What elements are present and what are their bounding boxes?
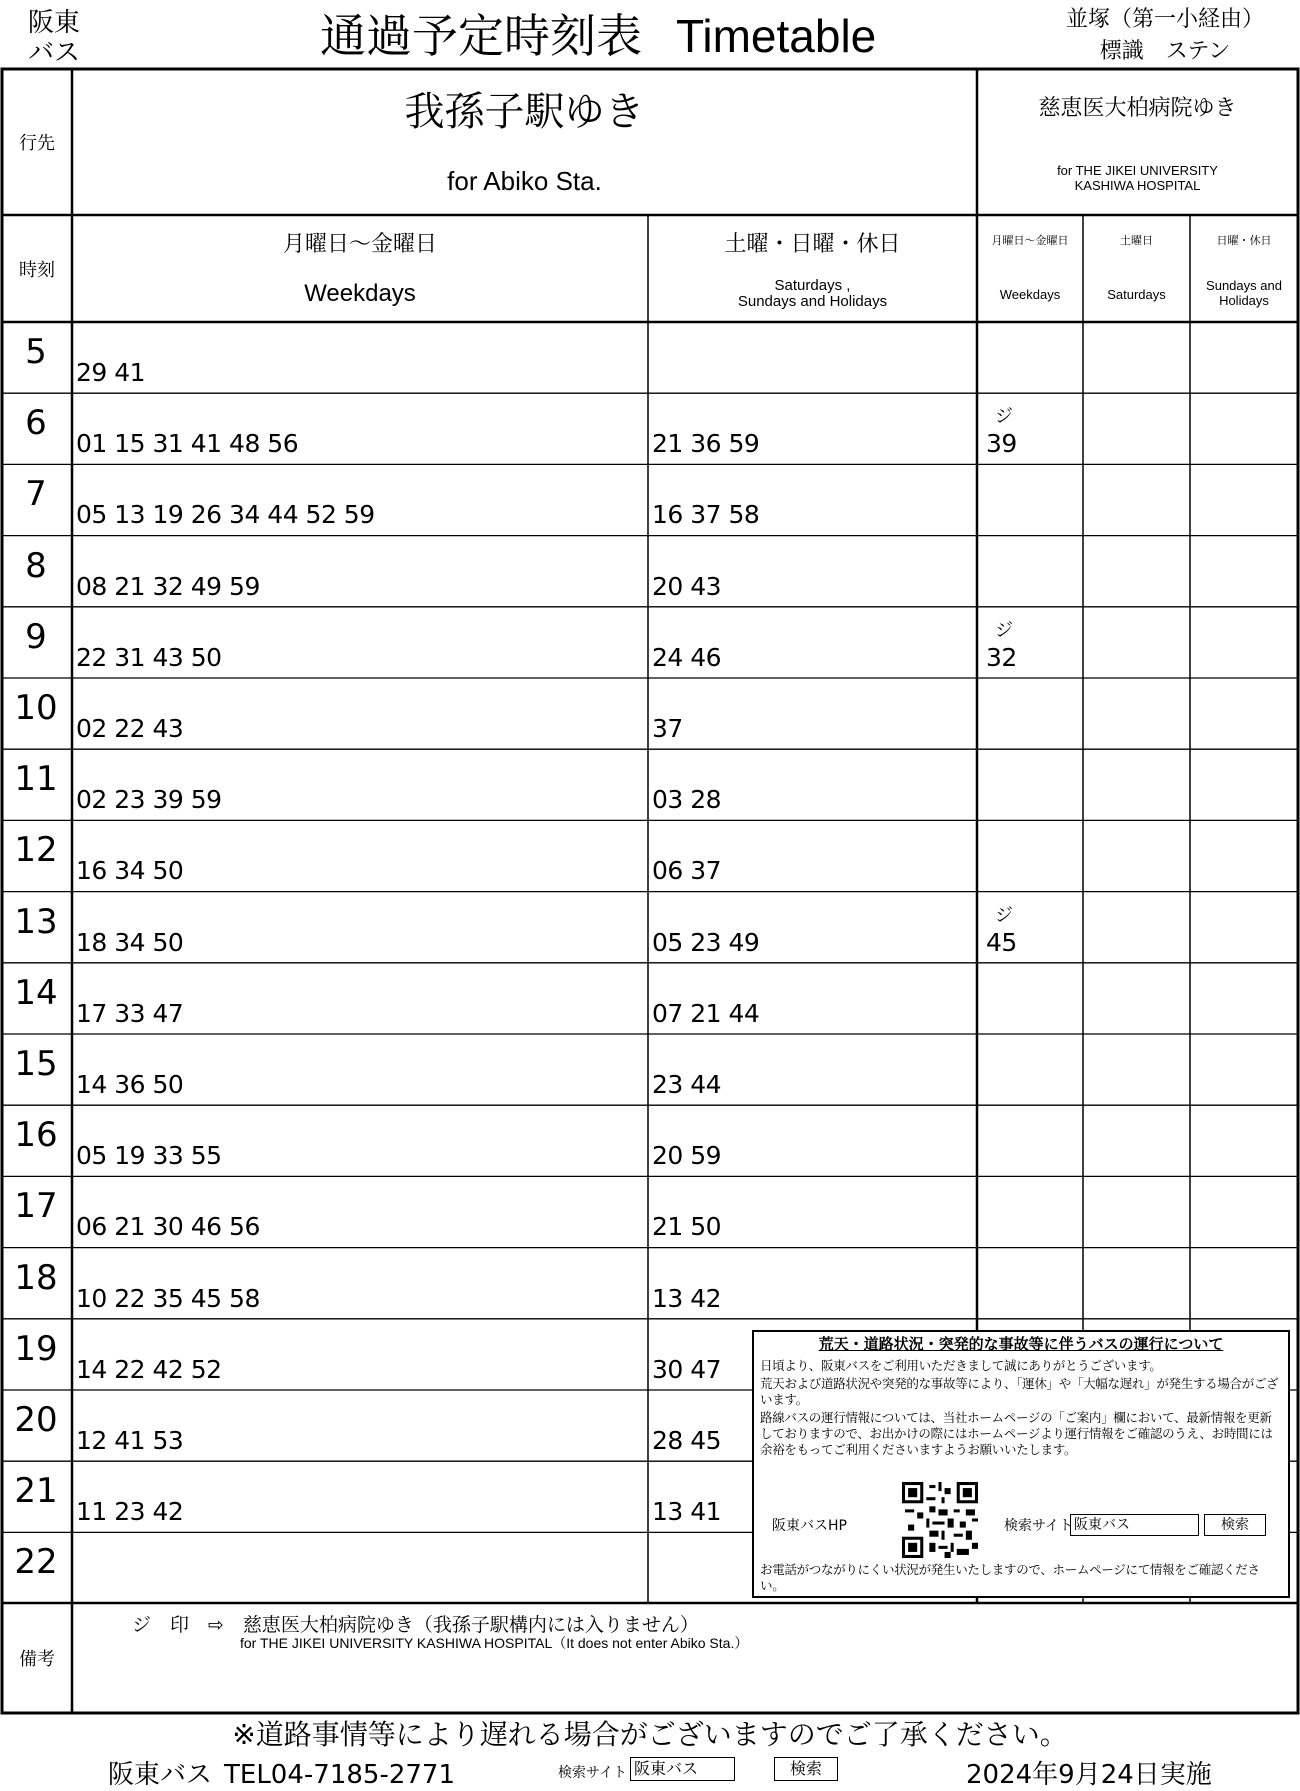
holiday-minutes: 06 37 <box>652 856 722 886</box>
dest-hosp-en: for THE JIKEI UNIVERSITY KASHIWA HOSPITAL <box>1057 163 1218 193</box>
footer-search-label: 検索サイト <box>558 1765 628 1781</box>
hour-cell: 8 <box>25 545 47 586</box>
remarks-label: 備考 <box>19 1649 55 1670</box>
notice-title: 荒天・道路状況・突発的な事故等に伴うバスの運行について <box>818 1335 1224 1353</box>
hospital-mark: ジ <box>995 619 1013 641</box>
sign-type: ステン <box>1165 39 1231 64</box>
dest-hosp-jp: 慈恵医大柏病院ゆき <box>1038 95 1237 121</box>
hosp-saturday-jp: 土曜日 <box>1120 233 1153 247</box>
footer-company-name: 阪東バス <box>108 1760 213 1790</box>
hospital-mark: ジ <box>995 406 1013 428</box>
hour-cell: 9 <box>25 616 47 657</box>
notice-body <box>760 1358 1280 1460</box>
title-jp: 通過予定時刻表 <box>320 9 642 63</box>
dest-main-en: for Abiko Sta. <box>447 165 602 196</box>
hospital-weekday-minutes: 39 <box>986 429 1017 459</box>
holiday-minutes: 21 50 <box>652 1212 722 1242</box>
hour-cell: 13 <box>14 901 58 942</box>
sign-info <box>1040 36 1290 68</box>
weekday-jp: 月曜日～金曜日 <box>282 231 437 257</box>
effective-date: 2024年9月24日実施 <box>966 1760 1212 1790</box>
weekday-minutes: 14 22 42 52 <box>76 1354 222 1384</box>
hospital-weekday-minutes: 45 <box>986 927 1017 957</box>
holiday-minutes: 20 43 <box>652 571 722 601</box>
holiday-minutes: 13 41 <box>652 1497 722 1527</box>
weekday-minutes: 18 34 50 <box>76 927 184 957</box>
holiday-minutes: 13 42 <box>652 1283 722 1313</box>
weekday-en: Weekdays <box>304 280 416 307</box>
hosp-holiday-en: Sundays and Holidays <box>1206 278 1282 308</box>
destination-label: 行先 <box>19 133 55 154</box>
footer-company <box>108 1754 455 1791</box>
hospital-mark: ジ <box>995 904 1013 926</box>
delay-footnote: ※道路事情等により遅れる場合がございますのでご了承ください。 <box>232 1718 1068 1751</box>
notice-p1: 日頃より、阪東バスをご利用いただきまして誠にありがとうございます。 <box>760 1358 1162 1373</box>
weekday-minutes: 12 41 53 <box>76 1426 184 1455</box>
hour-cell: 12 <box>14 830 58 871</box>
hour-cell: 22 <box>14 1542 58 1583</box>
holiday-minutes: 07 21 44 <box>652 998 760 1028</box>
remark-line-1: ジ 印 ⇨ 慈恵医大柏病院ゆき（我孫子駅構内には入りません） <box>132 1614 699 1636</box>
stop-info <box>1040 4 1290 68</box>
title-en: Timetable <box>676 10 877 62</box>
weekday-minutes: 08 21 32 49 59 <box>76 571 260 601</box>
holiday-minutes: 30 47 <box>652 1354 722 1384</box>
holiday-jp: 土曜・日曜・休日 <box>724 231 901 257</box>
hosp-saturday-en: Saturdays <box>1107 286 1166 302</box>
notice-search-label: 検索サイト <box>1004 1518 1074 1534</box>
hour-cell: 10 <box>14 688 58 728</box>
weekday-minutes: 16 34 50 <box>76 856 184 886</box>
hour-cell: 17 <box>14 1186 58 1227</box>
hour-cell: 5 <box>25 332 47 372</box>
weekday-minutes: 01 15 31 41 48 56 <box>76 429 299 459</box>
holiday-minutes: 05 23 49 <box>652 927 760 957</box>
remark-line-2: for THE JIKEI UNIVERSITY KASHIWA HOSPITAL（It does not enter Abiko Sta.） <box>240 1635 749 1651</box>
holiday-minutes: 20 59 <box>652 1141 722 1171</box>
notice-p2: 荒天および道路状況や突発的な事故等により、「運休」や「大幅な遅れ」が発生する場合がございます。 <box>760 1376 1279 1407</box>
weekday-minutes: 14 36 50 <box>76 1070 184 1099</box>
holiday-minutes: 28 45 <box>652 1426 722 1455</box>
weekday-minutes: 02 23 39 59 <box>76 785 222 815</box>
weekday-minutes: 17 33 47 <box>76 998 184 1028</box>
homepage-label: 阪東バスHP <box>772 1518 847 1534</box>
hosp-weekday-jp: 月曜日～金曜日 <box>991 233 1069 247</box>
weekday-minutes: 11 23 42 <box>76 1497 184 1527</box>
hour-cell: 15 <box>14 1044 58 1084</box>
hosp-weekday-en: Weekdays <box>999 286 1061 302</box>
holiday-minutes: 24 46 <box>652 642 722 672</box>
weekday-minutes: 10 22 35 45 58 <box>76 1283 260 1313</box>
weekday-minutes: 06 21 30 46 56 <box>76 1212 260 1242</box>
notice-p3: 路線バスの運行情報については、当社ホームページの「ご案内」欄において、最新情報を更新しておりますので、お出かけの際にはホームページより運行情報をご確認のうえ、お時間には余裕をもってご利用くださいますようお願いいたします。 <box>760 1410 1273 1457</box>
holiday-minutes: 16 37 58 <box>652 500 760 530</box>
operation-notice <box>752 1330 1290 1598</box>
hour-cell: 7 <box>25 474 47 515</box>
page-title <box>320 4 960 68</box>
holiday-minutes: 21 36 59 <box>652 429 760 459</box>
weekday-minutes: 22 31 43 50 <box>76 642 222 672</box>
hour-cell: 6 <box>25 403 47 444</box>
hour-cell: 14 <box>14 972 58 1013</box>
hour-cell: 20 <box>14 1400 58 1440</box>
hospital-weekday-minutes: 32 <box>986 642 1017 672</box>
hour-cell: 21 <box>14 1471 58 1512</box>
dest-main-jp: 我孫子駅ゆき <box>404 88 645 135</box>
holiday-minutes: 37 <box>652 714 683 743</box>
holiday-minutes: 03 28 <box>652 785 722 815</box>
company-name: 阪東 バス <box>28 8 81 68</box>
qr-code[interactable] <box>902 1482 978 1558</box>
notice-search-button[interactable]: 検索 <box>1204 1514 1266 1536</box>
footer-search-button[interactable]: 検索 <box>774 1757 838 1781</box>
hour-cell: 18 <box>14 1257 58 1298</box>
hour-cell: 16 <box>14 1115 58 1156</box>
footer-tel[interactable]: TEL04-7185-2771 <box>224 1760 455 1790</box>
holiday-minutes: 23 44 <box>652 1070 722 1099</box>
weekday-minutes: 05 19 33 55 <box>76 1141 222 1171</box>
holiday-en: Saturdays , Sundays and Holidays <box>737 277 888 310</box>
stop-name: 並塚（第一小経由） <box>1065 7 1264 32</box>
weekday-minutes: 05 13 19 26 34 44 52 59 <box>76 500 375 530</box>
hosp-holiday-jp: 日曜・休日 <box>1216 233 1272 247</box>
weekday-minutes: 02 22 43 <box>76 714 184 743</box>
sign-label: 標識 <box>1099 39 1144 64</box>
time-label: 時刻 <box>19 259 55 281</box>
weekday-minutes: 29 41 <box>76 358 146 387</box>
notice-search-field[interactable]: 阪東バス <box>1070 1514 1199 1536</box>
footer-search-field[interactable]: 阪東バス <box>630 1757 735 1781</box>
hour-cell: 19 <box>14 1328 58 1369</box>
notice-footer: お電話がつながりにくい状況が発生いたしますので、ホームページにて情報をご確認ください。 <box>760 1562 1260 1593</box>
hour-cell: 11 <box>14 759 58 800</box>
